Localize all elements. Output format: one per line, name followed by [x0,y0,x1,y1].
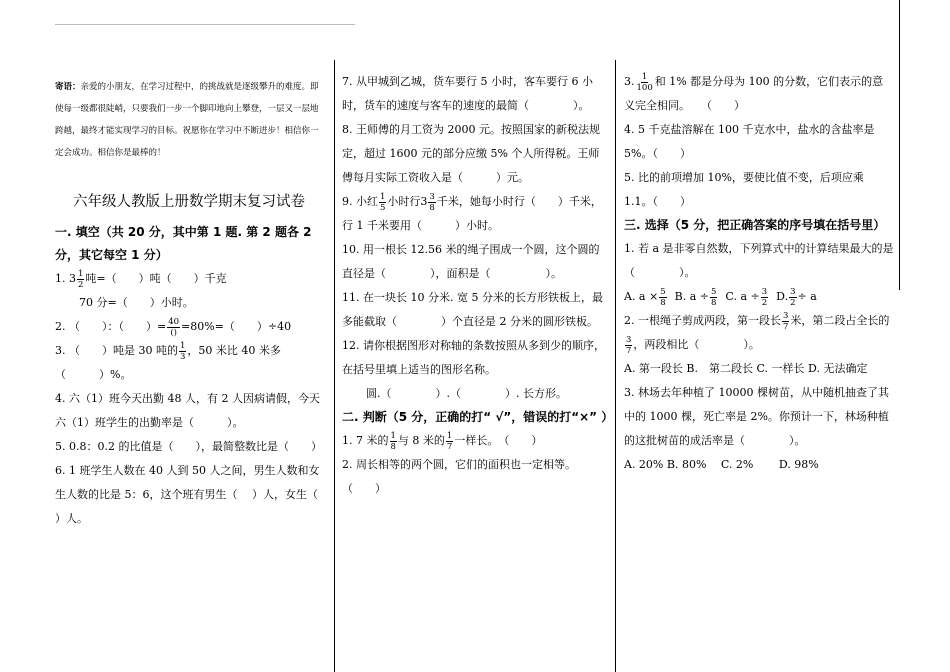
j1-f2-den: 7 [446,441,453,452]
q9-middle: 小时行 [387,195,421,208]
j3-fraction [636,72,654,93]
column-divider-left [334,60,335,672]
j1-f2-num: 1 [446,430,453,441]
q3-suffix: ，50 米比 40 米多（ ）%。 [55,344,281,381]
choice-1: 1. 若 a 是非零自然数，下列算式中的计算结果最大的是（ ）。 [624,242,894,279]
question-6: 6. 1 班学生人数在 40 人到 50 人之间，男生人数和女生人数的比是 5：6，这个班有男生（ ）人，女生（ ）人。 [55,464,333,525]
q9-fraction-2 [428,192,435,213]
c1-option-c: C. a ÷ [725,290,760,303]
q1-fraction [77,269,84,290]
j1-fraction-2 [446,431,453,452]
q9-prefix: 9. 小红 [342,195,378,208]
c1-option-b: B. a ÷ [674,290,709,303]
q3-fraction [179,341,186,362]
j1-f1-den: 8 [390,441,396,452]
c2-suffix: ，两段相比（ ）。 [633,338,760,351]
column-2 [342,70,614,501]
intro-message [55,76,323,164]
c2-f1-den: 7 [783,321,789,332]
judge-2: 2. 周长相等的两个圆，它们的面积也一定相等。（ ） [342,458,576,495]
j1-middle: 与 8 米的 [397,434,445,447]
c2-middle: 米，第二段占全长的 [790,314,890,327]
q1-frac-num: 1 [78,268,84,279]
column-3 [624,70,894,477]
c1-option-a: A. a × [624,290,659,303]
q9-suffix: 千米，她每小时行（ ）千米，行 1 千米要用（ ）小时。 [342,195,602,232]
c2-fraction-1 [782,311,789,332]
column-divider-right [615,60,616,672]
c1-c-den: 2 [761,297,768,308]
c1-a-den: 8 [660,297,666,308]
c1-d-num: 3 [790,286,796,297]
intro-label: 寄语： [55,82,81,92]
question-2 [55,315,323,339]
j3-frac-den: 100 [636,82,653,93]
q2-prefix: 2. （ ）：（ ）= [55,320,167,333]
question-1 [55,267,323,291]
q1-frac-den: 2 [78,279,84,290]
question-3 [55,339,323,387]
section-1-heading: 一. 填空（共 20 分，其中第 1 题. 第 2 题各 2 分，其它每空 1 分） [55,225,312,262]
c2-fraction-2 [625,335,632,356]
q3-prefix: 3. （ ）吨是 30 吨的 [55,344,178,357]
j1-fraction-1 [390,431,397,452]
q9-fraction-1 [379,192,386,213]
j3-frac-num: 1 [641,71,648,82]
c2-f1-num: 3 [783,310,789,321]
intro-text: 亲爱的小朋友，在学习过程中，的挑战就是逐级攀升的难度。即使每一级都很陡峭，只要我们一步一个脚印地向上攀登，一层又一层地跨越，最终才能实现学习的目标。祝愿你在学习中不断进步！相信你一定会成功。相信你是最棒的！ [55,82,319,158]
q9-f1-num: 1 [380,191,386,202]
choice-1-options [624,285,894,309]
judge-3 [624,70,894,118]
c1-a-num: 5 [660,286,666,297]
q3-frac-num: 1 [179,340,186,351]
section-2-heading: 二. 判断（5 分，正确的打“ √”，错误的打“×” ） [342,410,614,424]
c2-f2-den: 7 [626,345,632,356]
judge-1 [342,429,608,453]
question-10: 10. 用一根长 12.56 米的绳子围成一个圆，这个圆的直径是（ ），面积是（ ）。 [342,243,600,280]
section-3-heading: 三. 选择（5 分，把正确答案的序号填在括号里） [624,218,886,232]
q9-f2-num: 3 [429,191,435,202]
j1-suffix: 一样长。 （ ） [454,434,543,447]
c1-b-num: 5 [711,286,717,297]
j3-suffix: 和 1% 都是分母为 100 的分数，它们表示的意义完全相同。 （ ） [624,75,884,112]
q1-suffix: 吨=（ ）吨（ ）千克 [85,272,227,285]
choice-2-options: A. 第一段长 B. 第二段长 C. 一样长 D. 无法确定 [624,362,868,375]
c2-prefix: 2. 一根绳子剪成两段，第一段长 [624,314,781,327]
c1-c-num: 3 [761,286,768,297]
c2-f2-num: 3 [626,334,632,345]
c1-option-d-suffix: ÷ a [797,290,817,303]
choice-2 [624,309,894,357]
j3-prefix: 3. [624,75,635,88]
j1-prefix: 1. 7 米的 [342,434,389,447]
c1-option-d: D. [776,290,789,303]
q2-suffix: =80%=（ ）÷40 [181,320,292,333]
choice-3-options: A. 20% B. 80% C. 2% D. 98% [624,458,819,471]
c1-a-fraction [659,287,666,308]
q9-f2-den: 8 [429,202,435,213]
column-1 [55,70,333,531]
c1-b-den: 8 [711,297,717,308]
j1-f1-num: 1 [390,430,396,441]
q2-fraction [167,317,180,338]
question-11: 11. 在一块长 10 分米. 宽 5 分米的长方形铁板上，最多能截取（ ）个直径是 2 分米的圆形铁板。 [342,291,603,328]
question-9 [342,190,608,238]
top-rule [55,24,355,25]
page-edge-line [899,0,900,290]
exam-title: 六年级人教版上册数学期末复习试卷 [73,194,305,210]
q1-prefix: 1. 3 [55,272,76,285]
question-8: 8. 王师傅的月工资为 2000 元。按照国家的新税法规定，超过 1600 元的部分应缴 5% 个人所得税。王师傅每月实际工资收入是（ ）元。 [342,123,600,184]
q3-frac-den: 3 [179,351,186,362]
question-12b: 圆.（ ）.（ ）. 长方形。 [366,387,567,400]
question-1b: 70 分=（ ）小时。 [79,296,194,309]
q2-frac-num: 40 [168,316,180,327]
question-4: 4. 六（1）班今天出勤 48 人，有 2 人因病请假，今天六（1）班学生的出勤率是（ ）。 [55,392,320,429]
judge-5: 5. 比的前项增加 10%，要使比值不变，后项应乘 1.1。（ ） [624,171,864,208]
question-12: 12. 请你根据图形对称轴的条数按照从多到少的顺序，在括号里填上适当的图形名称。 [342,339,605,376]
question-5: 5. 0.8：0.2 的比值是（ ），最简整数比是（ ） [55,440,322,453]
q9-whole: 3 [420,195,428,208]
question-7: 7. 从甲城到乙城，货车要行 5 小时，客车要行 6 小时，货车的速度与客车的速度的最简（ ）。 [342,75,593,112]
c1-b-fraction [710,287,717,308]
q2-frac-den: () [170,327,177,338]
q9-f1-den: 5 [380,202,386,213]
judge-4: 4. 5 千克盐溶解在 100 千克水中，盐水的含盐率是 5%。（ ） [624,123,875,160]
choice-3: 3. 林场去年种植了 10000 棵树苗，从中随机抽查了其中的 1000 棵，死亡率是 2%。你预计一下，林场种植的这批树苗的成活率是（ ）。 [624,386,889,447]
c1-c-fraction [761,287,768,308]
c1-d-den: 2 [790,297,796,308]
c1-d-fraction [789,287,796,308]
